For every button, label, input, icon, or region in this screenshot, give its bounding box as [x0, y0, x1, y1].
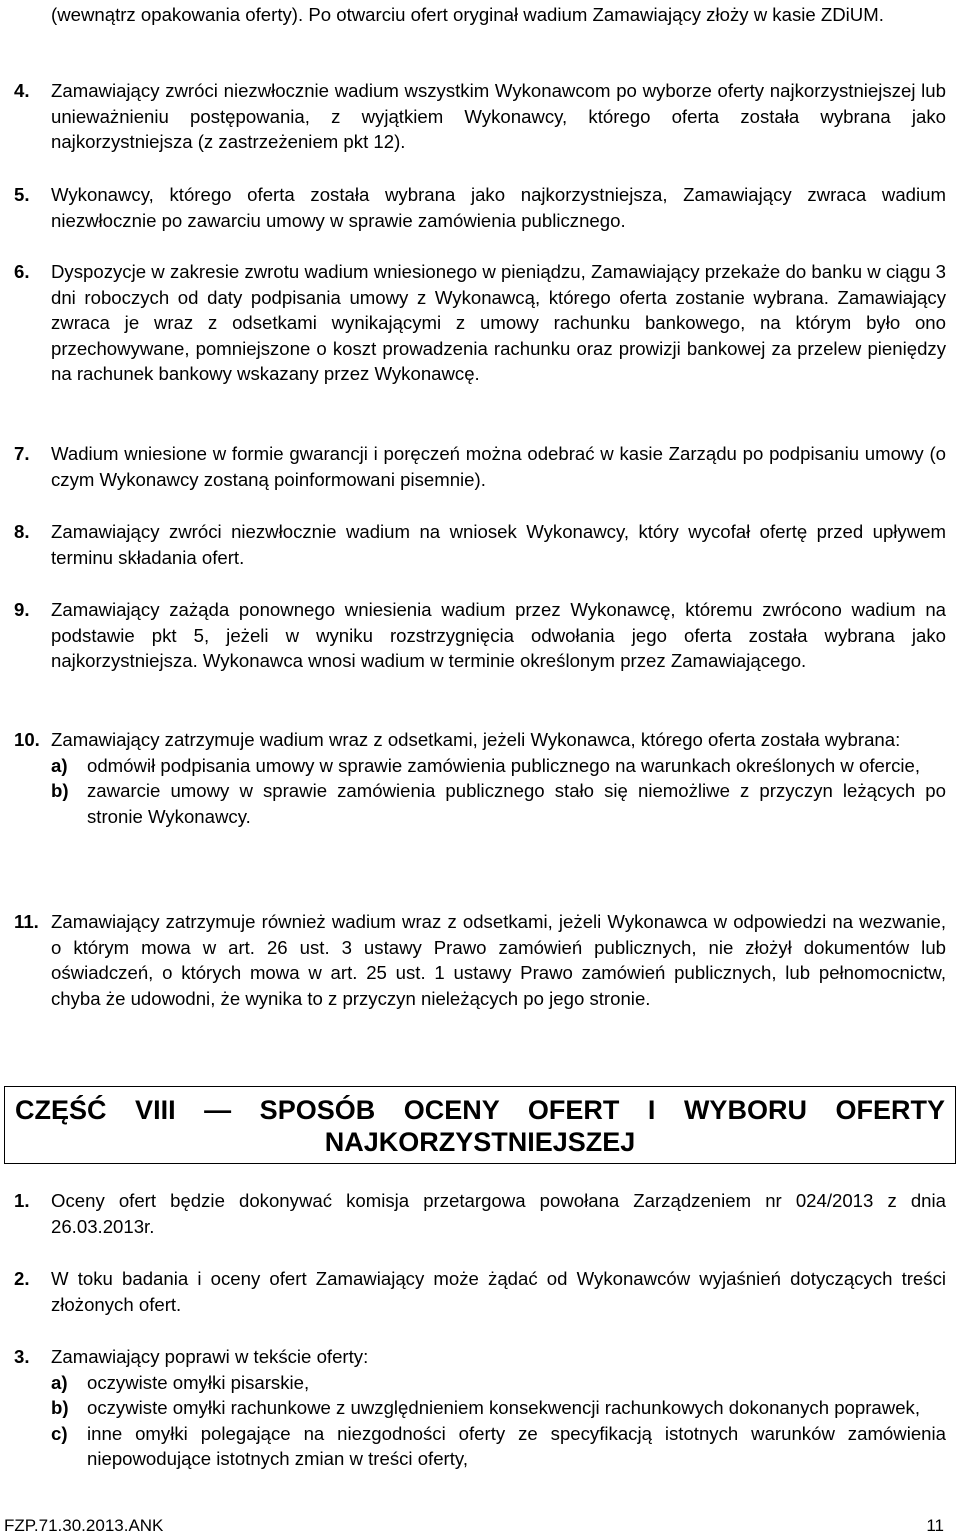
item-text: Zamawiający zwróci niezwłocznie wadium wszystkim Wykonawcom po wyborze oferty najkorzystniejszej lub unieważnieniu postępowania, z wyjątkiem Wykonawcy, którego oferta została wybrana jako najkorzystniejsza (z zastrzeżeniem pkt 12).: [51, 80, 946, 153]
sub-item-text: inne omyłki polegające na niezgodności oferty ze specyfikacją istotnych warunków zamówienia niepowodujące istotnych zmian w treści oferty,: [87, 1422, 946, 1470]
list-item-6: [14, 259, 946, 387]
section-heading-line-2: NAJKORZYSTNIEJSZEJ: [324, 1127, 636, 1157]
section-item-3: [14, 1344, 946, 1472]
item-number: 9.: [14, 599, 30, 620]
sub-item-text: zawarcie umowy w sprawie zamówienia publicznego stało się niemożliwe z przyczyn leżących po stronie Wykonawcy.: [87, 780, 946, 827]
sub-item-text: oczywiste omyłki rachunkowe z uwzględnieniem konsekwencji rachunkowych dokonanych poprawek,: [87, 1397, 920, 1419]
section-item-2: [14, 1266, 946, 1317]
sub-item-letter: c): [51, 1422, 68, 1444]
item-text: W toku badania i oceny ofert Zamawiający może żądać od Wykonawców wyjaśnień dotyczących treści złożonych ofert.: [51, 1268, 946, 1315]
item-number: 7.: [14, 443, 30, 464]
list-item-5: [14, 182, 946, 233]
list-item-4: [14, 78, 946, 155]
footer-reference: FZP.71.30.2013.ANK: [4, 1516, 164, 1535]
section-heading-line-1: CZĘŚĆ VIII — SPOSÓB OCENY OFERT I WYBORU OFERTY: [15, 1095, 945, 1125]
item-number: 1.: [14, 1190, 30, 1211]
list-item-8: [14, 519, 946, 570]
item-text: Zamawiający zatrzymuje wadium wraz z odsetkami, jeżeli Wykonawca, którego oferta została wybrana:: [51, 729, 901, 750]
item-text: Zamawiający zażąda ponownego wniesienia wadium przez Wykonawcę, któremu zwrócono wadium na podstawie pkt 5, jeżeli w wyniku rozstrzygnięcia odwołania jego oferta została wybrana jako najkorzystniejsza. Wykonawca wnosi wadium w terminie określonym przez Zamawiającego.: [51, 599, 946, 672]
continuation-indent: [14, 2, 51, 28]
item-number: 6.: [14, 261, 30, 282]
item-text: Wykonawcy, którego oferta została wybrana jako najkorzystniejsza, Zamawiający zwraca wadium niezwłocznie po zawarciu umowy w sprawie zamówienia publicznego.: [51, 184, 946, 231]
item-text: Zamawiający poprawi w tekście oferty:: [51, 1346, 369, 1367]
sub-item-c: [51, 1421, 946, 1472]
sub-item-b: [51, 1395, 946, 1421]
list-item-9: [14, 597, 946, 674]
sub-item-letter: a): [51, 754, 68, 776]
item-number: 5.: [14, 184, 30, 205]
item-text: Zamawiający zwróci niezwłocznie wadium na wniosek Wykonawcy, który wycofał ofertę przed upływem terminu składania ofert.: [51, 521, 946, 568]
list-item-10: [14, 727, 946, 829]
item-number: 11.: [14, 911, 39, 932]
page-number: 11: [926, 1516, 944, 1535]
sub-item-text: oczywiste omyłki pisarskie,: [87, 1371, 310, 1393]
section-item-1: [14, 1188, 946, 1239]
item-number: 3.: [14, 1346, 30, 1367]
item-text: Oceny ofert będzie dokonywać komisja przetargowa powołana Zarządzeniem nr 024/2013 z dnia 26.03.2013r.: [51, 1190, 946, 1237]
sub-item-letter: a): [51, 1371, 68, 1393]
sub-item-letter: b): [51, 780, 69, 802]
item-number: 10.: [14, 729, 40, 750]
section-heading: [4, 1086, 956, 1164]
item-number: 8.: [14, 521, 30, 542]
item-text: Zamawiający zatrzymuje również wadium wraz z odsetkami, jeżeli Wykonawca w odpowiedzi na wezwanie, o którym mowa w art. 26 ust. 3 ustawy Prawo zamówień publicznych, nie złożył dokumentów lub oświadczeń, o których mowa w art. 25 ust. 1 ustawy Prawo zamówień publicznych, lub pełnomocnictw, chyba że udowodni, że wynika to z przyczyn nieleżących po jego stronie.: [51, 911, 946, 1009]
item-text: Wadium wniesione w formie gwarancji i poręczeń można odebrać w kasie Zarządu po podpisaniu umowy (o czym Wykonawcy zostaną poinformowani pisemnie).: [51, 443, 946, 490]
continuation-paragraph: [14, 2, 946, 28]
item-number: 2.: [14, 1268, 30, 1289]
sub-item-b: [51, 778, 946, 829]
continuation-text: (wewnątrz opakowania oferty). Po otwarciu ofert oryginał wadium Zamawiający złoży w kasie ZDiUM.: [51, 4, 884, 25]
item-number: 4.: [14, 80, 30, 101]
sub-item-a: [51, 753, 946, 779]
list-item-7: [14, 441, 946, 492]
sub-item-text: odmówił podpisania umowy w sprawie zamówienia publicznego na warunkach określonych w ofercie,: [87, 754, 921, 776]
item-text: Dyspozycje w zakresie zwrotu wadium wniesionego w pieniądzu, Zamawiający przekaże do banku w ciągu 3 dni roboczych od daty podpisania umowy z Wykonawcą, którego oferta zostanie wybrana. Zamawiający zwraca je wraz z odsetkami wynikającymi z umowy rachunku bankowego, na którym było ono przechowywane, pomniejszone o koszt prowadzenia rachunku oraz prowizji bankowej za przelew pieniędzy na rachunek bankowy wskazany przez Wykonawcę.: [51, 261, 946, 385]
sub-item-a: [51, 1370, 946, 1396]
sub-item-letter: b): [51, 1397, 69, 1419]
list-item-11: [14, 909, 946, 1011]
